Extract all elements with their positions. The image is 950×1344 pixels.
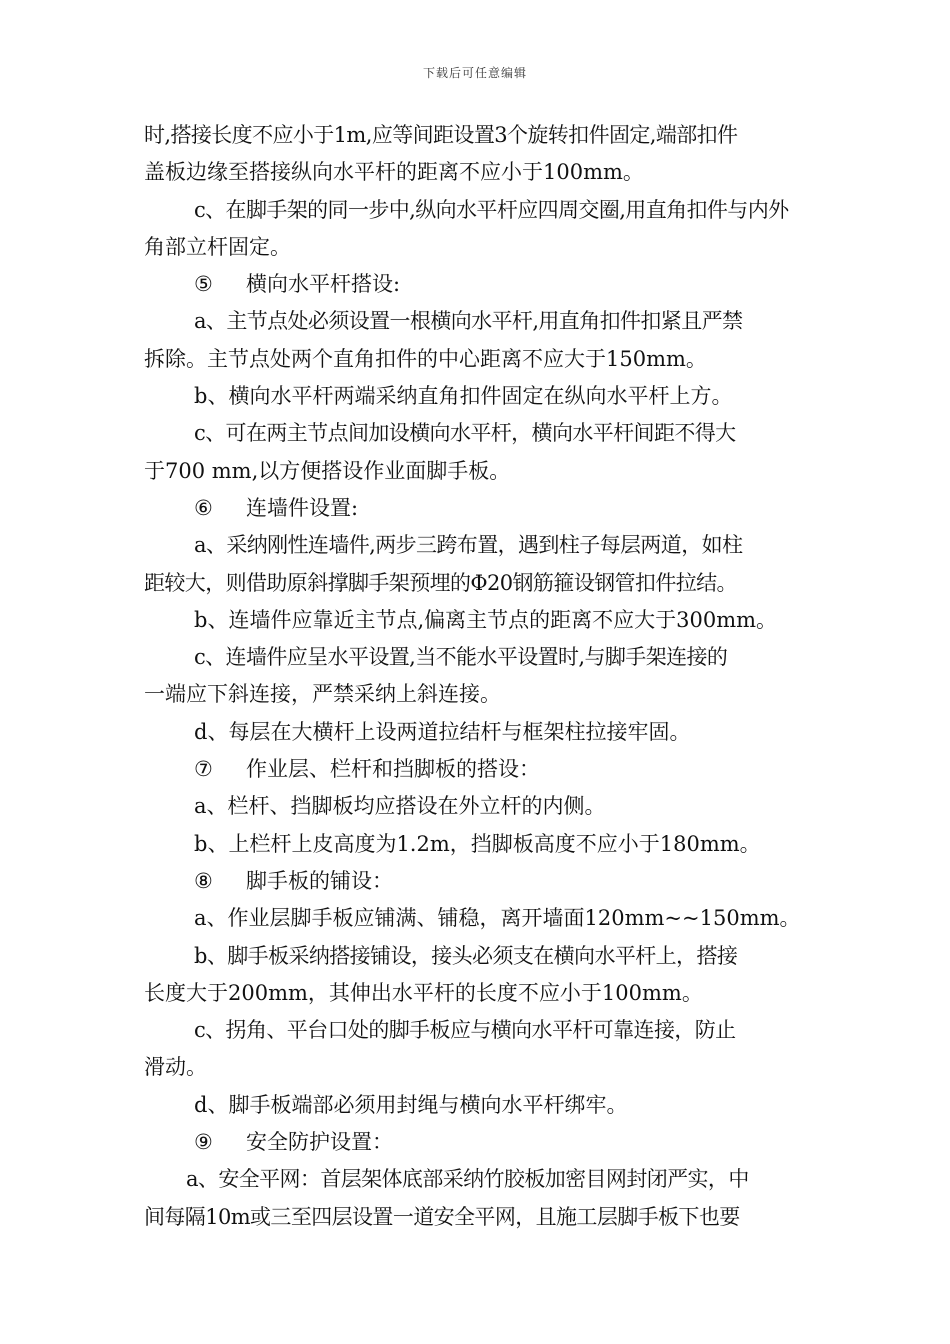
heading-text: 连墙件设置:: [246, 495, 359, 520]
heading-text: 横向水平杆搭设:: [246, 272, 401, 297]
section-heading-7: [144, 751, 812, 788]
heading-number: ⑨: [194, 1130, 213, 1155]
text-line: a、作业层脚手板应铺满、铺稳，离开墙面120mm~~150mm。: [194, 906, 801, 931]
text-line: 于700 mm,以方便搭设作业面脚手板。: [144, 458, 511, 483]
heading-number: ⑤: [194, 272, 213, 297]
text-line: b、脚手板采纳搭接铺设，接头必须支在横向水平杆上，搭接: [194, 943, 738, 968]
text-line: c、拐角、平台口处的脚手板应与横向水平杆可靠连接，防止: [194, 1018, 736, 1043]
text-line: c、可在两主节点间加设横向水平杆，横向水平杆间距不得大: [194, 421, 736, 446]
section-heading-5: [144, 266, 812, 303]
text-line: a、主节点处必须设置一根横向水平杆,用直角扣件扣紧且严禁: [194, 309, 743, 334]
text-line: a、采纳刚性连墙件,两步三跨布置，遇到柱子每层两道，如柱: [194, 533, 743, 558]
text-line: d、每层在大横杆上设两道拉结杆与框架柱拉接牢固。: [194, 719, 691, 744]
text-line: 一端应下斜连接，严禁采纳上斜连接。: [144, 682, 501, 707]
text-line: 长度大于200mm，其伸出水平杆的长度不应小于100mm。: [144, 980, 703, 1005]
text-line: 拆除。主节点处两个直角扣件的中心距离不应大于150mm。: [144, 346, 707, 371]
text-line: 时,搭接长度不应小于1m,应等间距设置3个旋转扣件固定,端部扣件: [144, 123, 738, 147]
section-heading-9: [144, 1124, 812, 1161]
page-header: 下载后可任意编辑: [422, 66, 527, 80]
heading-number: ⑧: [194, 868, 213, 893]
heading-text: 作业层、栏杆和挡脚板的搭设：: [246, 757, 540, 782]
document-body: [144, 117, 812, 1236]
text-line: c、在脚手架的同一步中,纵向水平杆应四周交圈,用直角扣件与内外: [194, 197, 789, 222]
heading-text: 安全防护设置：: [246, 1130, 393, 1155]
text-line: b、横向水平杆两端采纳直角扣件固定在纵向水平杆上方。: [194, 384, 733, 409]
text-line: 盖板边缘至搭接纵向水平杆的距离不应小于100mm。: [144, 160, 644, 185]
heading-number: ⑦: [194, 757, 213, 782]
text-line: 滑动。: [144, 1055, 207, 1080]
section-heading-8: [144, 863, 812, 900]
section-heading-6: [144, 490, 812, 527]
text-line: 间每隔10m或三至四层设置一道安全平网，且施工层脚手板下也要: [144, 1204, 740, 1229]
text-line: d、脚手板端部必须用封绳与横向水平杆绑牢。: [194, 1092, 628, 1117]
heading-number: ⑥: [194, 495, 213, 520]
text-line: c、连墙件应呈水平设置,当不能水平设置时,与脚手架连接的: [194, 645, 728, 670]
text-line: a、安全平网：首层架体底部采纳竹胶板加密目网封闭严实，中: [186, 1167, 749, 1192]
heading-text: 脚手板的铺设：: [246, 868, 393, 893]
text-line: b、连墙件应靠近主节点,偏离主节点的距离不应大于300mm。: [194, 607, 778, 632]
text-line: a、栏杆、挡脚板均应搭设在外立杆的内侧。: [194, 794, 606, 819]
text-line: 角部立杆固定。: [144, 234, 291, 259]
text-line: 距较大，则借助原斜撑脚手架预埋的Φ20钢筋箍设钢管扣件拉结。: [144, 570, 737, 595]
text-line: b、上栏杆上皮高度为1.2m，挡脚板高度不应小于180mm。: [194, 831, 761, 856]
